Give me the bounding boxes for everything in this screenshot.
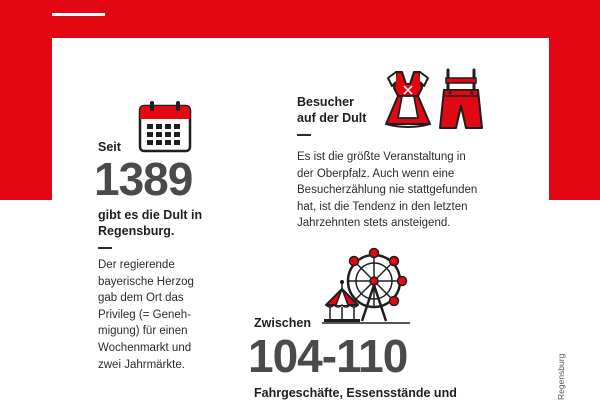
founded-kicker: Seit: [98, 140, 121, 154]
calendar-icon: [138, 100, 192, 154]
header-accent-line: [52, 13, 105, 16]
visitors-divider: [297, 134, 311, 136]
visitors-title-line-2: auf der Dult: [297, 111, 367, 125]
fairground-illustration: [322, 243, 412, 325]
rides-subtitle: Fahrgeschäfte, Essensstände und: [254, 386, 457, 400]
ferris-wheel-icon: [348, 249, 407, 322]
rides-range: 104-110: [248, 330, 408, 382]
lederhosen-icon: [436, 68, 486, 132]
infographic-card: [52, 38, 549, 400]
founded-subtitle-line-2: Regensburg.: [98, 224, 175, 238]
founded-body-line: Wochenmarkt und: [98, 341, 192, 354]
founded-body-line: bayerische Herzog: [98, 275, 194, 288]
founded-body-line: gab dem Ort das: [98, 292, 184, 305]
founded-year: 1389: [94, 153, 193, 205]
visitors-body-line: Besucherzählung nie stattgefunden: [297, 184, 478, 197]
visitors-body: [297, 149, 477, 232]
founded-body-line: zwei Jahrmärkte.: [98, 358, 185, 371]
founded-subtitle-line-1: gibt es die Dult in: [98, 208, 203, 222]
founded-body: [98, 257, 194, 373]
visitors-body-line: Es ist die größte Veranstaltung in: [297, 151, 466, 163]
founded-body-line: Der regierende: [98, 259, 175, 271]
visitors-body-line: hat, ist die Tendenz in den letzten: [297, 200, 468, 213]
visitors-title-line-1: Besucher: [297, 95, 354, 109]
founded-body-line: migung) für einen: [98, 325, 188, 338]
image-credit: Regensburg: [556, 353, 566, 400]
visitors-body-line: der Oberpfalz. Auch wenn eine: [297, 167, 455, 180]
founded-body-line: Privileg (= Geneh-: [98, 308, 191, 321]
rides-kicker: Zwischen: [254, 316, 311, 330]
dirndl-icon: [382, 68, 434, 130]
visitors-body-line: Jahrzehnten stets ansteigend.: [297, 217, 451, 230]
founded-divider: [98, 247, 112, 249]
